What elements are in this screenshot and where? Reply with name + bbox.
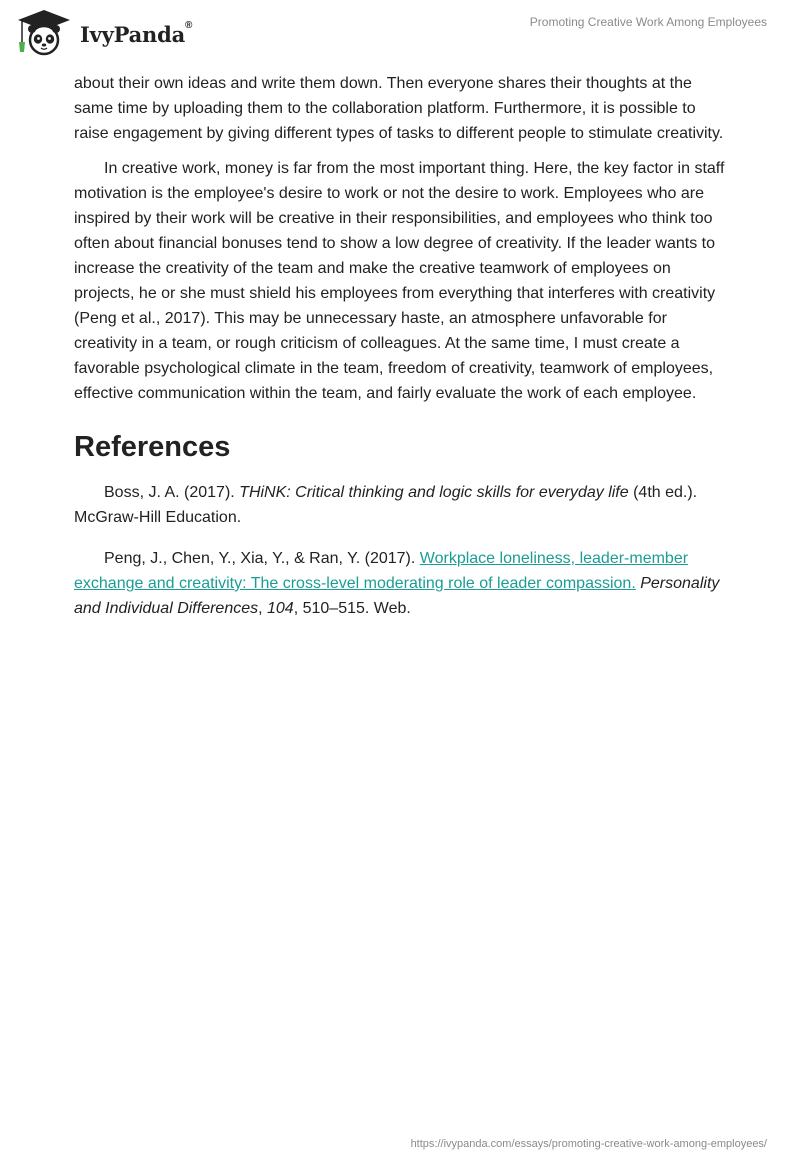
brand-logo[interactable] [14,8,192,56]
reference-peng: Peng, J., Chen, Y., Xia, Y., & Ran, Y. (2017). Workplace loneliness, leader-member exchange and creativity: The cross-level moderating role of leader compassion. Personality and Individual Differences, 104, 510–515. Web. [74,550,720,617]
reference-peng-link[interactable]: Workplace loneliness, leader-member exchange and creativity: The cross-level moderating role of leader compassion. [74,550,689,592]
panda-logo-icon [14,8,74,56]
reference-peng-journal: Personality and Individual Differences [74,575,720,617]
page-header [0,0,800,70]
footer-source-url: https://ivypanda.com/essays/promoting-creative-work-among-employees/ [410,1138,767,1150]
reference-boss: Boss, J. A. (2017). THiNK: Critical thinking and logic skills for everyday life (4th ed.). McGraw-Hill Education. [74,484,698,526]
reference-boss-title: THiNK: Critical thinking and logic skills for everyday life [239,484,629,501]
paragraph-continued: about their own ideas and write them down. Then everyone shares their thoughts at the same time by uploading them to the collaboration platform. Furthermore, it is possible to raise engagement by giving different types of tasks to different people to stimulate creativity. [74,75,724,142]
paragraph-creative-work: In creative work, money is far from the most important thing. Here, the key factor in staff motivation is the employee's desire to work or not the desire to work. Employees who are inspired by their work will be creative in their responsibilities, and employees who think too often about financial bonuses tend to show a low degree of creativity. If the leader wants to increase the creativity of the team and make the creative teamwork of employees on projects, he or she must shield his employees from everything that interferes with creativity (Peng et al., 2017). This may be unnecessary haste, an atmosphere unfavorable for creativity in a team, or rough criticism of colleagues. At the same time, I must create a favorable psychological climate in the team, freedom of creativity, teamwork of employees, effective communication within the team, and fairly evaluate the work of each employee. [74,160,725,402]
document-title: Promoting Creative Work Among Employees [529,15,767,29]
essay-content [74,71,728,637]
reference-peng-volume: 104 [267,600,294,617]
brand-name: IvyPanda® [80,19,193,47]
references-heading: References [74,431,231,463]
